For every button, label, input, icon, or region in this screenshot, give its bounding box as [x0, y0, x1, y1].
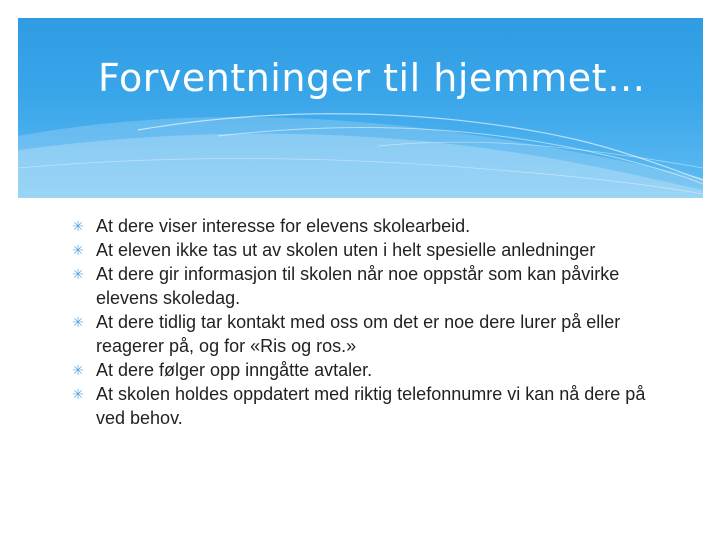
bullet-text: At dere følger opp inngåtte avtaler. [96, 360, 373, 380]
asterisk-bullet-icon: ✳ [72, 362, 84, 378]
wave-decoration [18, 18, 703, 198]
bullet-list [70, 214, 660, 430]
asterisk-bullet-icon: ✳ [72, 314, 84, 330]
bullet-text: At dere gir informasjon til skolen når noe oppstår som kan påvirke elevens skoledag. [96, 264, 620, 308]
list-item [70, 310, 660, 358]
list-item [70, 262, 660, 310]
list-item [70, 238, 660, 262]
asterisk-bullet-icon: ✳ [72, 218, 84, 234]
bullet-text: At skolen holdes oppdatert med riktig telefonnumre vi kan nå dere på ved behov. [96, 384, 646, 428]
asterisk-bullet-icon: ✳ [72, 266, 84, 282]
bullet-text: At dere viser interesse for elevens skolearbeid. [96, 216, 471, 236]
bullet-text: At eleven ikke tas ut av skolen uten i helt spesielle anledninger [96, 240, 596, 260]
asterisk-bullet-icon: ✳ [72, 386, 84, 402]
list-item [70, 382, 660, 430]
title-banner [18, 18, 703, 198]
list-item [70, 214, 660, 238]
list-item [70, 358, 660, 382]
bullet-text: At dere tidlig tar kontakt med oss om det er noe dere lurer på eller reagerer på, og for «Ris og ros.» [96, 312, 621, 356]
slide-title: Forventninger til hjemmet… [98, 56, 646, 100]
asterisk-bullet-icon: ✳ [72, 242, 84, 258]
